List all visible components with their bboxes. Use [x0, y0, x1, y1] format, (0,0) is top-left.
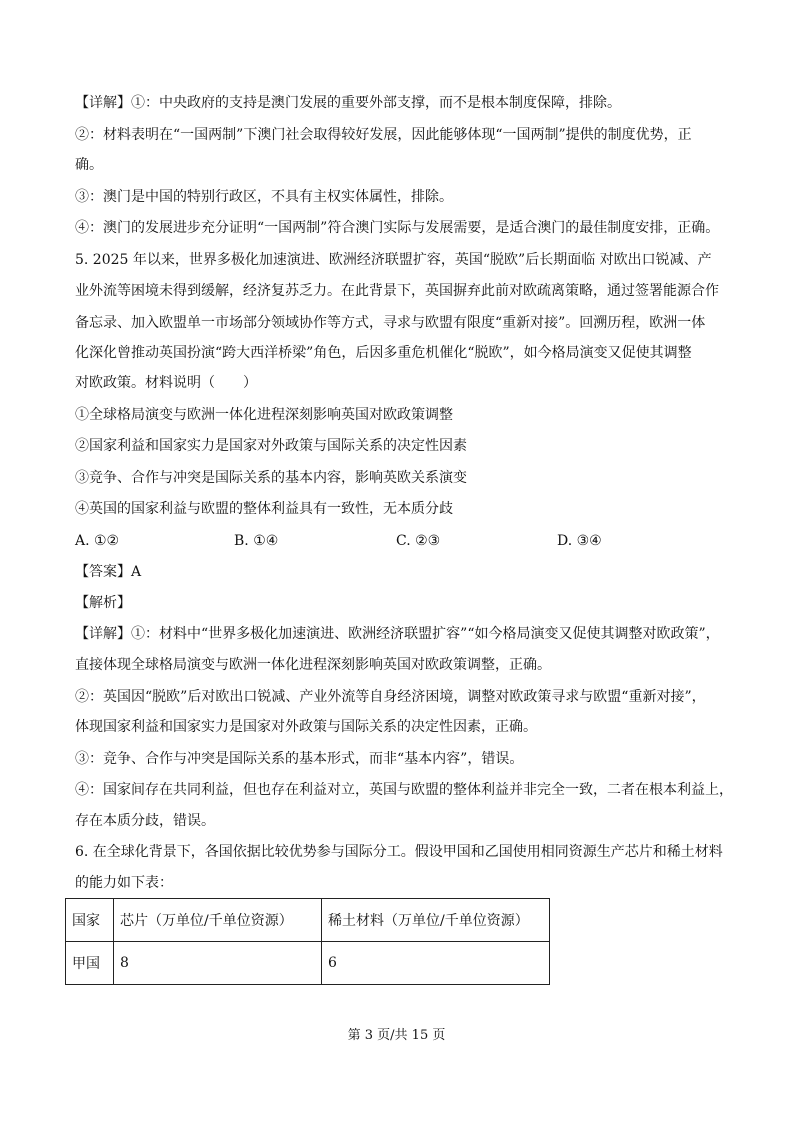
statement-2: ②国家利益和国家实力是国家对外政策与国际关系的决定性因素 — [75, 438, 467, 454]
text-line: 【详解】①：中央政府的支持是澳门发展的重要外部支撑，而不是根本制度保障，排除。 — [75, 95, 621, 111]
table-cell: 甲国 — [66, 942, 114, 985]
option-d: D. ③④ — [557, 533, 602, 549]
question-5-line: 5. 2025 年以来，世界多极化加速演进、欧洲经济联盟扩容，英国“脱欧”后长期面临 对欧出口锐减、产 — [75, 252, 712, 268]
text-line: 备忘录、加入欧盟单一市场部分领域协作等方式，寻求与欧盟有限度“重新对接”。回溯历程，欧洲一体 — [75, 315, 706, 331]
text-line: 的能力如下表： — [75, 875, 173, 891]
table-cell: 8 — [114, 942, 322, 985]
table-header-cell: 国家 — [66, 899, 114, 942]
table-cell: 6 — [322, 942, 550, 985]
table-header-row — [66, 899, 550, 942]
text-line: 对欧政策。材料说明（ ） — [75, 375, 257, 391]
text-line: ②：英国因“脱欧”后对欧出口锐减、产业外流等自身经济困境，调整对欧政策寻求与欧盟“重新对接”， — [75, 689, 706, 705]
text-line: 存在本质分歧，错误。 — [75, 813, 215, 829]
table-row — [66, 942, 550, 985]
text-line: ②：材料表明在“一国两制”下澳门社会取得较好发展，因此能够体现“一国两制”提供的制度优势，正 — [75, 127, 692, 143]
page-footer: 第 3 页/共 15 页 — [347, 1028, 446, 1043]
text-line: 直接体现全球格局演变与欧洲一体化进程深刻影响英国对欧政策调整，正确。 — [75, 657, 551, 673]
table-header-cell: 稀土材料（万单位/千单位资源） — [322, 899, 550, 942]
answer-line: 【答案】A — [75, 564, 142, 580]
text-line: ④：澳门的发展进步充分证明“一国两制”符合澳门实际与发展需要，是适合澳门的最佳制度安排，正确。 — [75, 220, 720, 236]
question-6-line: 6. 在全球化背景下，各国依据比较优势参与国际分工。假设甲国和乙国使用相同资源生产芯片和稀土材料 — [75, 844, 723, 860]
text-line: ④：国家间存在共同利益，但也存在利益对立，英国与欧盟的整体利益并非完全一致，二者在根本利益上， — [75, 782, 733, 798]
text-line: 业外流等困境未得到缓解，经济复苏乏力。在此背景下，英国摒弃此前对欧疏离策略，通过签署能源合作 — [75, 283, 719, 299]
analysis-heading: 【解析】 — [75, 595, 131, 611]
text-line: 化深化曾推动英国扮演“跨大西洋桥梁”角色，后因多重危机催化“脱欧”，如今格局演变又促使其调整 — [75, 345, 692, 361]
text-line: 体现国家利益和国家实力是国家对外政策与国际关系的决定性因素，正确。 — [75, 719, 537, 735]
text-line: ③：竞争、合作与冲突是国际关系的基本形式，而非“基本内容”，错误。 — [75, 751, 524, 767]
statement-1: ①全球格局演变与欧洲一体化进程深刻影响英国对欧政策调整 — [75, 407, 453, 423]
option-c: C. ②③ — [396, 533, 441, 549]
table-header-cell: 芯片（万单位/千单位资源） — [114, 899, 322, 942]
text-line: 【详解】①：材料中“世界多极化加速演进、欧洲经济联盟扩容”“如今格局演变又促使其调整对欧政策”， — [75, 626, 720, 642]
capability-table — [65, 898, 550, 985]
statement-3: ③竞争、合作与冲突是国际关系的基本内容，影响英欧关系演变 — [75, 470, 467, 486]
text-line: 确。 — [75, 157, 103, 173]
option-a: A. ①② — [75, 533, 120, 549]
statement-4: ④英国的国家利益与欧盟的整体利益具有一致性，无本质分歧 — [75, 501, 453, 517]
text-line: ③：澳门是中国的特别行政区，不具有主权实体属性，排除。 — [75, 189, 453, 205]
option-b: B. ①④ — [234, 533, 279, 549]
